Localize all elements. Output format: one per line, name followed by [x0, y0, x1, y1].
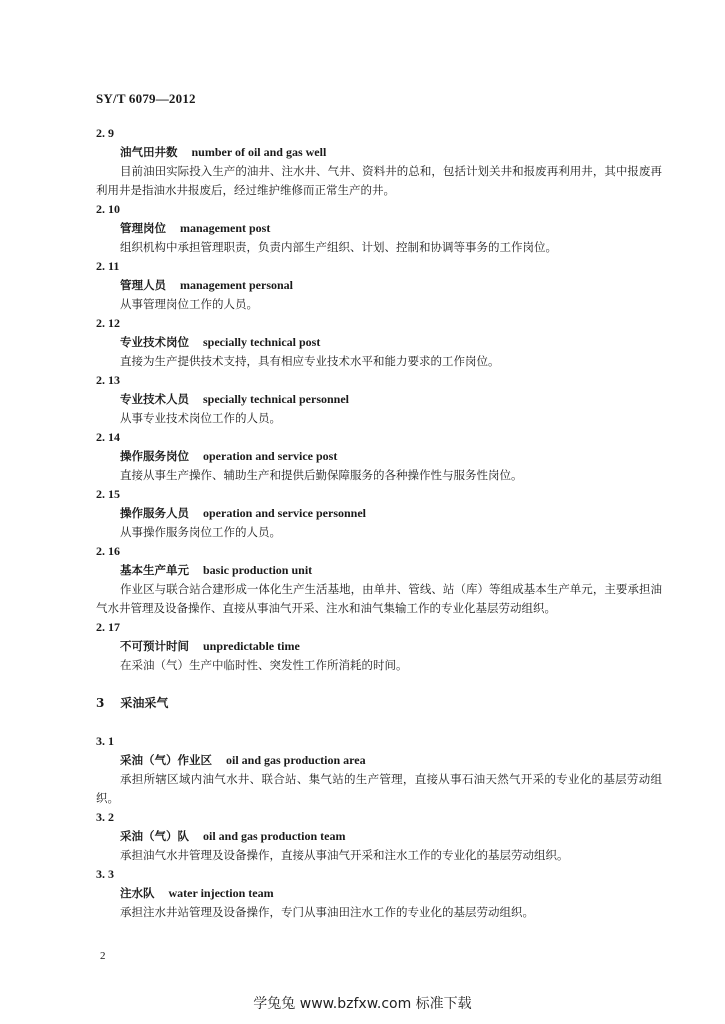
term-en: water injection team — [168, 886, 274, 900]
term-entry — [96, 732, 662, 808]
term-zh: 采油（气）队 — [120, 829, 189, 843]
term-heading — [96, 561, 662, 580]
clause-number: 2. 9 — [96, 126, 114, 140]
footer-watermark: 学兔兔 www.bzfxw.com 标准下载 — [253, 996, 472, 1012]
clause-number: 2. 13 — [96, 373, 120, 387]
term-definition: 从事管理岗位工作的人员。 — [120, 297, 258, 311]
term-zh: 专业技术人员 — [120, 392, 189, 406]
term-entry — [96, 865, 662, 922]
section-heading — [96, 694, 662, 713]
term-en: oil and gas production area — [226, 753, 366, 767]
term-zh: 专业技术岗位 — [120, 335, 189, 349]
term-en: specially technical personnel — [203, 392, 349, 406]
term-entry — [96, 124, 662, 200]
clause-number: 2. 12 — [96, 316, 120, 330]
document-body — [96, 124, 662, 922]
term-zh: 不可预计时间 — [120, 639, 189, 653]
term-zh: 油气田井数 — [120, 145, 178, 159]
term-definition: 作业区与联合站合建形成一体化生产生活基地，由单井、管线、站（库）等组成基本生产单元，主要承担油气水井管理及设备操作、直接从事油气开采、注水和油气集输工作的专业化基层劳动组织。 — [96, 582, 662, 615]
term-definition: 组织机构中承担管理职责，负责内部生产组织、计划、控制和协调等事务的工作岗位。 — [120, 240, 557, 254]
term-en: management post — [180, 221, 271, 235]
term-entry — [96, 371, 662, 428]
standard-id: SY/T 6079—2012 — [96, 91, 196, 106]
clause-number: 3. 1 — [96, 734, 114, 748]
term-zh: 管理岗位 — [120, 221, 166, 235]
term-entry — [96, 200, 662, 257]
term-entry — [96, 314, 662, 371]
clause-2-entries — [96, 124, 662, 675]
term-entry — [96, 808, 662, 865]
clause-number: 2. 14 — [96, 430, 120, 444]
term-entry — [96, 542, 662, 618]
term-heading — [96, 333, 662, 352]
term-definition: 从事操作服务岗位工作的人员。 — [120, 525, 281, 539]
term-definition: 直接为生产提供技术支持，具有相应专业技术水平和能力要求的工作岗位。 — [120, 354, 500, 368]
term-definition: 从事专业技术岗位工作的人员。 — [120, 411, 281, 425]
term-heading — [96, 447, 662, 466]
term-en: basic production unit — [203, 563, 313, 577]
clause-3-entries — [96, 732, 662, 922]
term-heading — [96, 219, 662, 238]
section-number: 3 — [96, 696, 105, 710]
term-en: oil and gas production team — [203, 829, 346, 843]
term-definition: 在采油（气）生产中临时性、突发性工作所消耗的时间。 — [120, 658, 408, 672]
term-en: operation and service post — [203, 449, 338, 463]
term-heading — [96, 827, 662, 846]
term-heading — [96, 637, 662, 656]
term-entry — [96, 428, 662, 485]
term-heading — [96, 751, 662, 770]
term-heading — [96, 504, 662, 523]
term-heading — [96, 143, 662, 162]
term-en: operation and service personnel — [203, 506, 366, 520]
term-zh: 注水队 — [120, 886, 155, 900]
term-heading — [96, 390, 662, 409]
term-heading — [96, 276, 662, 295]
clause-number: 2. 15 — [96, 487, 120, 501]
term-zh: 采油（气）作业区 — [120, 753, 212, 767]
term-entry — [96, 618, 662, 675]
clause-number: 3. 3 — [96, 867, 114, 881]
term-zh: 基本生产单元 — [120, 563, 189, 577]
term-definition: 承担油气水井管理及设备操作，直接从事油气开采和注水工作的专业化的基层劳动组织。 — [120, 848, 569, 862]
term-heading — [96, 884, 662, 903]
term-entry — [96, 257, 662, 314]
term-definition: 承担所辖区域内油气水井、联合站、集气站的生产管理，直接从事石油天然气开采的专业化的基层劳动组织。 — [96, 772, 662, 805]
clause-number: 2. 17 — [96, 620, 120, 634]
term-en: management personal — [180, 278, 293, 292]
term-zh: 操作服务人员 — [120, 506, 189, 520]
term-entry — [96, 485, 662, 542]
term-definition: 承担注水井站管理及设备操作，专门从事油田注水工作的专业化的基层劳动组织。 — [120, 905, 534, 919]
term-en: specially technical post — [203, 335, 321, 349]
section-title: 采油采气 — [120, 696, 169, 710]
term-en: unpredictable time — [203, 639, 300, 653]
clause-number: 2. 10 — [96, 202, 120, 216]
term-en: number of oil and gas well — [191, 145, 327, 159]
page-number: 2 — [100, 950, 106, 962]
term-zh: 操作服务岗位 — [120, 449, 189, 463]
term-zh: 管理人员 — [120, 278, 166, 292]
clause-number: 2. 16 — [96, 544, 120, 558]
clause-number: 3. 2 — [96, 810, 114, 824]
term-definition: 目前油田实际投入生产的油井、注水井、气井、资料井的总和，包括计划关井和报废再利用井，其中报废再利用井是指油水井报废后，经过维护维修而正常生产的井。 — [96, 164, 662, 197]
clause-number: 2. 11 — [96, 259, 120, 273]
term-definition: 直接从事生产操作、辅助生产和提供后勤保障服务的各种操作性与服务性岗位。 — [120, 468, 523, 482]
